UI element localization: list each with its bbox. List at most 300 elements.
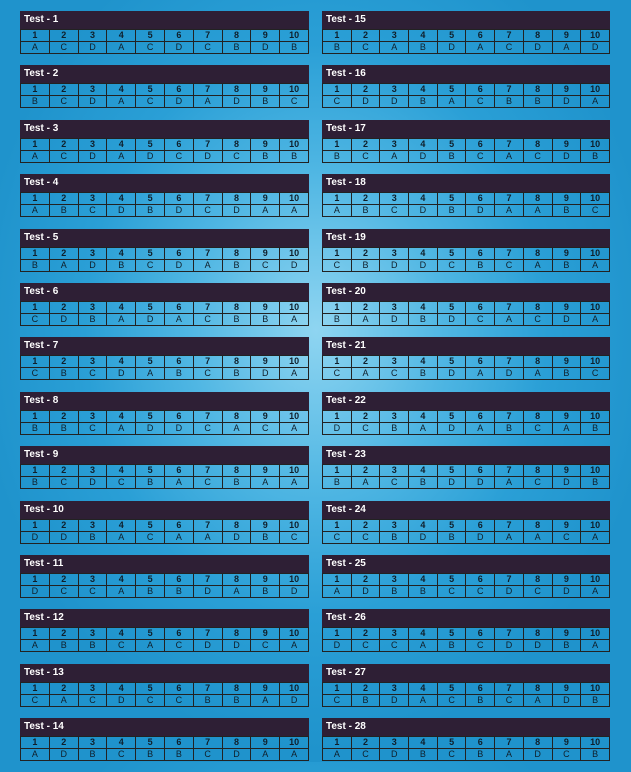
question-number: 2 [49, 30, 78, 42]
question-number: 2 [49, 519, 78, 531]
question-number: 3 [380, 138, 409, 150]
answer-cell: A [523, 259, 552, 271]
question-number: 2 [351, 465, 380, 477]
answer-table [322, 627, 610, 652]
question-number: 3 [380, 519, 409, 531]
question-number: 9 [552, 737, 581, 749]
question-number: 2 [49, 247, 78, 259]
answer-cell: C [552, 749, 581, 761]
answer-cell: A [380, 150, 409, 162]
answer-cell: D [49, 749, 78, 761]
answer-cell: A [495, 313, 524, 325]
answer-cell: A [581, 313, 610, 325]
question-number: 9 [552, 573, 581, 585]
test-title: Test - 15 [322, 11, 610, 29]
answer-row [323, 150, 610, 162]
question-number: 5 [437, 573, 466, 585]
answer-cell: D [466, 205, 495, 217]
answer-cell: C [78, 205, 107, 217]
test-title: Test - 2 [20, 65, 309, 83]
question-number: 4 [409, 193, 438, 205]
answer-cell: C [323, 96, 352, 108]
question-number: 7 [495, 356, 524, 368]
question-number: 2 [351, 301, 380, 313]
question-number: 5 [136, 356, 165, 368]
test-title: Test - 16 [322, 65, 610, 83]
answer-cell: B [222, 368, 251, 380]
answer-cell: C [251, 422, 280, 434]
answer-cell: D [78, 259, 107, 271]
answer-cell: A [193, 531, 222, 543]
question-number: 9 [552, 410, 581, 422]
answer-cell: B [552, 640, 581, 652]
question-number: 6 [164, 737, 193, 749]
question-number: 4 [409, 573, 438, 585]
answer-row [21, 694, 309, 706]
question-number: 3 [380, 410, 409, 422]
answer-cell: A [351, 368, 380, 380]
question-number: 7 [495, 573, 524, 585]
answer-cell: D [78, 42, 107, 54]
question-number: 4 [107, 84, 136, 96]
question-number-row [323, 465, 610, 477]
question-number-row [323, 247, 610, 259]
answer-cell: D [552, 313, 581, 325]
question-number: 1 [21, 84, 50, 96]
answer-cell: C [351, 422, 380, 434]
answer-cell: C [380, 368, 409, 380]
answer-cell: D [523, 42, 552, 54]
answer-cell: B [581, 477, 610, 489]
answer-key-block [322, 609, 610, 663]
question-number: 6 [164, 410, 193, 422]
question-number-row [21, 628, 309, 640]
answer-key-block [322, 11, 610, 65]
question-number: 3 [78, 84, 107, 96]
test-title: Test - 5 [20, 229, 309, 247]
question-number: 6 [164, 465, 193, 477]
question-number: 2 [49, 628, 78, 640]
answer-cell: D [164, 422, 193, 434]
answer-cell: B [222, 694, 251, 706]
question-number-row [323, 573, 610, 585]
question-number: 7 [193, 573, 222, 585]
answer-cell: A [495, 205, 524, 217]
answer-cell: B [409, 749, 438, 761]
question-number: 8 [523, 301, 552, 313]
question-number: 5 [437, 84, 466, 96]
answer-cell: D [409, 259, 438, 271]
question-number: 6 [466, 193, 495, 205]
answer-cell: D [78, 477, 107, 489]
question-number: 1 [323, 84, 352, 96]
answer-cell: D [49, 313, 78, 325]
question-number: 2 [351, 410, 380, 422]
answer-cell: C [164, 694, 193, 706]
answer-cell: C [466, 96, 495, 108]
question-number: 2 [49, 193, 78, 205]
question-number: 3 [380, 30, 409, 42]
question-number-row [21, 30, 309, 42]
answer-cell: B [49, 640, 78, 652]
answer-cell: B [437, 150, 466, 162]
question-number: 1 [21, 737, 50, 749]
answer-cell: B [552, 368, 581, 380]
answer-cell: A [251, 694, 280, 706]
question-number: 10 [581, 30, 610, 42]
answer-cell: A [581, 640, 610, 652]
question-number: 7 [495, 301, 524, 313]
answer-cell: A [107, 150, 136, 162]
question-number: 4 [107, 519, 136, 531]
answer-cell: A [164, 531, 193, 543]
question-number: 9 [251, 301, 280, 313]
answer-cell: C [78, 368, 107, 380]
answer-cell: C [523, 313, 552, 325]
answer-cell: C [49, 96, 78, 108]
answer-cell: A [323, 205, 352, 217]
answer-table [20, 682, 309, 707]
answer-cell: A [552, 422, 581, 434]
question-number: 6 [164, 682, 193, 694]
question-number: 5 [136, 247, 165, 259]
question-number: 1 [323, 573, 352, 585]
question-number: 3 [380, 356, 409, 368]
answer-cell: D [409, 150, 438, 162]
answer-cell: A [323, 585, 352, 597]
answer-table [20, 464, 309, 489]
test-title: Test - 12 [20, 609, 309, 627]
question-number: 4 [409, 737, 438, 749]
answer-cell: B [222, 477, 251, 489]
question-number: 7 [193, 356, 222, 368]
answer-table [20, 355, 309, 380]
answer-cell: D [409, 531, 438, 543]
answer-cell: A [523, 205, 552, 217]
question-number-row [21, 737, 309, 749]
answer-cell: B [552, 205, 581, 217]
answer-cell: A [164, 313, 193, 325]
answer-row [323, 422, 610, 434]
answer-table [322, 301, 610, 326]
answer-cell: C [49, 150, 78, 162]
question-number: 1 [21, 247, 50, 259]
question-number: 2 [49, 682, 78, 694]
answer-cell: A [466, 422, 495, 434]
question-number: 8 [222, 737, 251, 749]
question-number: 8 [523, 519, 552, 531]
answer-cell: C [222, 150, 251, 162]
answer-cell: B [164, 368, 193, 380]
question-number: 6 [466, 84, 495, 96]
question-number: 8 [523, 737, 552, 749]
answer-cell: B [351, 259, 380, 271]
question-number: 7 [495, 30, 524, 42]
answer-cell: D [380, 259, 409, 271]
answer-table [20, 573, 309, 598]
question-number: 6 [164, 356, 193, 368]
answer-cell: A [351, 477, 380, 489]
answer-cell: C [437, 585, 466, 597]
answer-key-block [20, 174, 309, 228]
answer-cell: C [251, 259, 280, 271]
question-number-row [323, 410, 610, 422]
question-number: 2 [49, 737, 78, 749]
answer-cell: C [78, 422, 107, 434]
answer-cell: D [251, 42, 280, 54]
question-number: 10 [280, 573, 309, 585]
question-number: 3 [78, 519, 107, 531]
question-number-row [21, 193, 309, 205]
answer-cell: A [523, 531, 552, 543]
question-number: 4 [107, 138, 136, 150]
question-number: 1 [323, 193, 352, 205]
answer-cell: D [466, 531, 495, 543]
answer-key-block [20, 664, 309, 718]
right-column [322, 11, 610, 772]
answer-cell: A [581, 585, 610, 597]
question-number: 3 [78, 682, 107, 694]
answer-cell: A [21, 42, 50, 54]
answer-cell: C [437, 694, 466, 706]
question-number: 2 [351, 356, 380, 368]
answer-key-block [20, 555, 309, 609]
question-number: 5 [136, 682, 165, 694]
answer-cell: A [351, 313, 380, 325]
question-number: 5 [437, 465, 466, 477]
question-number: 10 [581, 573, 610, 585]
question-number: 1 [323, 247, 352, 259]
question-number: 9 [552, 301, 581, 313]
answer-cell: D [78, 150, 107, 162]
answer-cell: A [552, 42, 581, 54]
question-number-row [21, 301, 309, 313]
answer-cell: C [193, 205, 222, 217]
question-number: 5 [136, 737, 165, 749]
question-number: 9 [251, 519, 280, 531]
answer-cell: C [49, 477, 78, 489]
question-number: 10 [280, 356, 309, 368]
answer-key-block [20, 229, 309, 283]
answer-cell: C [164, 640, 193, 652]
answer-cell: C [21, 368, 50, 380]
answer-cell: C [380, 640, 409, 652]
question-number: 2 [49, 410, 78, 422]
question-number: 6 [164, 138, 193, 150]
answer-table [20, 410, 309, 435]
test-title: Test - 21 [322, 337, 610, 355]
answer-table [322, 29, 610, 54]
answer-cell: D [323, 422, 352, 434]
answer-cell: C [581, 368, 610, 380]
answer-cell: A [49, 259, 78, 271]
answer-cell: D [222, 531, 251, 543]
question-number: 2 [351, 519, 380, 531]
question-number: 9 [251, 573, 280, 585]
question-number: 3 [78, 247, 107, 259]
question-number-row [21, 356, 309, 368]
answer-row [21, 150, 309, 162]
answer-cell: D [437, 422, 466, 434]
question-number: 9 [251, 737, 280, 749]
answer-cell: A [523, 694, 552, 706]
question-number: 8 [222, 193, 251, 205]
question-number-row [323, 737, 610, 749]
test-title: Test - 27 [322, 664, 610, 682]
test-title: Test - 13 [20, 664, 309, 682]
question-number: 7 [193, 193, 222, 205]
answer-cell: B [466, 259, 495, 271]
answer-table [322, 410, 610, 435]
answer-cell: D [107, 368, 136, 380]
answer-cell: B [495, 96, 524, 108]
answer-key-block [20, 65, 309, 119]
answer-cell: C [280, 531, 309, 543]
test-title: Test - 10 [20, 501, 309, 519]
question-number: 7 [193, 682, 222, 694]
question-number: 10 [581, 84, 610, 96]
question-number: 8 [222, 682, 251, 694]
answer-table [322, 83, 610, 108]
question-number: 7 [193, 84, 222, 96]
answer-key-block [322, 555, 610, 609]
question-number: 9 [552, 628, 581, 640]
question-number: 7 [193, 519, 222, 531]
answer-cell: C [323, 531, 352, 543]
answer-cell: C [380, 477, 409, 489]
answer-cell: B [107, 259, 136, 271]
answer-key-block [20, 337, 309, 391]
question-number: 3 [78, 193, 107, 205]
answer-row [21, 368, 309, 380]
question-number-row [21, 410, 309, 422]
answer-cell: B [409, 368, 438, 380]
question-number: 10 [581, 356, 610, 368]
question-number-row [323, 682, 610, 694]
answer-cell: B [136, 477, 165, 489]
question-number: 10 [581, 410, 610, 422]
answer-cell: C [581, 205, 610, 217]
question-number: 9 [552, 138, 581, 150]
answer-cell: C [193, 477, 222, 489]
test-title: Test - 14 [20, 718, 309, 736]
question-number: 10 [581, 247, 610, 259]
answer-cell: A [409, 422, 438, 434]
answer-row [323, 205, 610, 217]
question-number: 5 [136, 138, 165, 150]
answer-cell: C [280, 96, 309, 108]
question-number-row [21, 465, 309, 477]
question-number: 6 [164, 573, 193, 585]
answer-cell: B [466, 694, 495, 706]
answer-row [323, 368, 610, 380]
question-number-row [21, 138, 309, 150]
question-number: 5 [136, 301, 165, 313]
answer-cell: A [280, 368, 309, 380]
answer-cell: C [523, 150, 552, 162]
answer-cell: C [193, 368, 222, 380]
question-number: 3 [78, 356, 107, 368]
answer-cell: D [466, 477, 495, 489]
answer-cell: A [251, 205, 280, 217]
answer-cell: B [581, 749, 610, 761]
answer-cell: B [78, 640, 107, 652]
test-title: Test - 18 [322, 174, 610, 192]
answer-cell: B [409, 313, 438, 325]
question-number: 2 [49, 84, 78, 96]
question-number: 5 [136, 519, 165, 531]
question-number: 9 [552, 519, 581, 531]
question-number: 8 [222, 301, 251, 313]
answer-cell: D [523, 749, 552, 761]
question-number: 9 [251, 682, 280, 694]
question-number-row [323, 519, 610, 531]
question-number: 4 [409, 301, 438, 313]
answer-cell: C [351, 42, 380, 54]
answer-cell: B [380, 531, 409, 543]
answer-cell: C [466, 313, 495, 325]
answer-cell: B [581, 422, 610, 434]
question-number: 8 [523, 356, 552, 368]
question-number: 6 [466, 138, 495, 150]
answer-table [322, 736, 610, 761]
question-number: 7 [495, 628, 524, 640]
answer-cell: B [466, 749, 495, 761]
answer-row [21, 422, 309, 434]
question-number: 7 [495, 84, 524, 96]
answer-key-block [20, 392, 309, 446]
answer-key-block [322, 174, 610, 228]
answer-cell: A [251, 477, 280, 489]
question-number: 7 [193, 30, 222, 42]
answer-table [20, 247, 309, 272]
answer-cell: D [164, 205, 193, 217]
answer-cell: C [351, 640, 380, 652]
question-number: 4 [107, 573, 136, 585]
question-number: 2 [351, 30, 380, 42]
answer-cell: D [552, 150, 581, 162]
answer-cell: A [495, 150, 524, 162]
answer-cell: D [495, 640, 524, 652]
answer-key-block [322, 392, 610, 446]
question-number: 4 [107, 356, 136, 368]
question-number: 6 [164, 519, 193, 531]
question-number: 6 [466, 737, 495, 749]
answer-cell: C [49, 585, 78, 597]
answer-cell: A [280, 640, 309, 652]
answer-key-block [20, 283, 309, 337]
answer-cell: D [351, 585, 380, 597]
question-number: 4 [107, 682, 136, 694]
answer-cell: B [136, 205, 165, 217]
answer-cell: B [78, 531, 107, 543]
question-number: 8 [523, 30, 552, 42]
test-title: Test - 1 [20, 11, 309, 29]
answer-cell: C [193, 313, 222, 325]
answer-cell: A [581, 96, 610, 108]
question-number: 2 [49, 138, 78, 150]
answer-cell: A [495, 749, 524, 761]
answer-cell: B [222, 42, 251, 54]
answer-cell: C [78, 585, 107, 597]
question-number: 10 [280, 84, 309, 96]
test-title: Test - 7 [20, 337, 309, 355]
answer-cell: B [251, 96, 280, 108]
answer-cell: A [164, 477, 193, 489]
answer-cell: A [437, 96, 466, 108]
answer-cell: D [437, 368, 466, 380]
answer-table [322, 247, 610, 272]
